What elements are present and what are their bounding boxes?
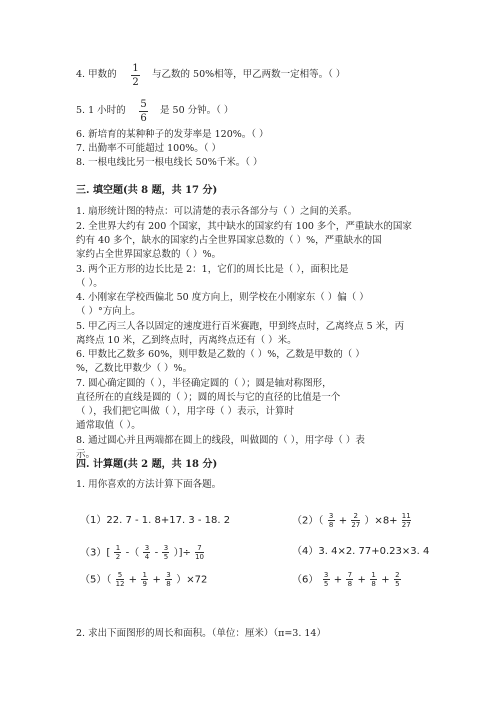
judge-q5: 5. 1 小时的 xyxy=(76,105,126,116)
fill-line: 直径所在的直线是圆的（ ）；圆的周长与它的直径的比值是一个 xyxy=(76,392,341,403)
fill-section-title: 三. 填空题(共 8 题，共 17 分) xyxy=(76,185,218,196)
calc-expr-6: （6） $\frac{3}{5}$ + $\frac{7}{8}$ + $\frac{1}{8}$ + $\frac{2}{5}$ xyxy=(292,571,400,588)
fraction-denominator: 6 xyxy=(140,113,147,124)
fill-line: 约有 40 多个，缺水的国家约占全世界国家总数的（ ）%，严重缺水的国 xyxy=(76,235,382,246)
judge-q4-pre: 4. 甲数的 xyxy=(76,69,117,80)
calc-q2-prompt: 2. 求出下面图形的周长和面积。（单位：厘米）（π=3. 14） xyxy=(76,628,326,639)
fill-line: 5. 甲乙丙三人各以固定的速度进行百米赛跑，甲到终点时，乙离终点 5 米，丙 xyxy=(76,321,405,332)
fill-line: 离终点 10 米，乙到终点时，丙离终点还有（ ）米。 xyxy=(76,335,297,346)
fill-line: 7. 圆心确定圆的（ ），半径确定圆的（ ）；圆是轴对称图形， xyxy=(76,378,332,389)
fill-line: 3. 两个正方形的边长比是 2：1，它们的周长比是（ ），面积比是 xyxy=(76,264,349,275)
judge-q8: 8. 一根电线比另一根电线长 50%千米。（ ） xyxy=(76,157,263,168)
fraction-numerator: 1 xyxy=(132,63,139,74)
judge-q4-post: 与乙数的 50%相等，甲乙两数一定相等。（ ） xyxy=(152,69,346,80)
fill-line: 家约占全世界国家总数的（ ）%。 xyxy=(76,249,222,260)
fill-line: 2. 全世界大约有 200 个国家，其中缺水的国家约有 100 多个，严重缺水的国家 xyxy=(76,221,412,232)
judge-q5-post: 是 50 分钟。（ ） xyxy=(160,105,234,116)
fill-line: 1. 扇形统计图的特点：可以清楚的表示各部分与（ ）之间的关系。 xyxy=(76,206,358,217)
judge-q7: 7. 出勤率不可能超过 100%。（ ） xyxy=(76,143,222,154)
fill-line: 示。 xyxy=(76,449,96,460)
judge-q6: 6. 新培育的某种种子的发芽率是 120%。（ ） xyxy=(76,129,269,140)
fill-line: 通常取值（ ）。 xyxy=(76,420,141,431)
calc-expr-1: （1）22. 7 - 1. 8+17. 3 - 18. 2 xyxy=(80,515,231,526)
judge-q4-fraction xyxy=(131,63,140,88)
fill-line: 6. 甲数比乙数多 60%，则甲数是乙数的（ ）%，乙数是甲数的（ ） xyxy=(76,349,365,360)
fill-line: 4. 小刚家在学校西偏北 50 度方向上，则学校在小刚家东（ ）偏（ ） xyxy=(76,292,369,303)
fraction-numerator: 5 xyxy=(140,99,147,110)
calc-expr-4: （4）3. 4×2. 77+0.23×3. 4 xyxy=(292,546,430,557)
calc-q1-prompt: 1. 用你喜欢的方法计算下面各题。 xyxy=(76,479,222,490)
calc-expr-2: （2）（ $\frac{3}{8}$ + $\frac{2}{27}$ ）×8+ $\frac{11}{27}$ xyxy=(292,512,411,529)
fraction-denominator: 2 xyxy=(132,77,139,88)
fill-line: %，乙数比甲数少（ ）%。 xyxy=(76,363,193,374)
judge-q5-fraction xyxy=(139,99,148,124)
fill-line: 8. 通过圆心并且两端都在圆上的线段，叫做圆的（ ），用字母（ ）表 xyxy=(76,435,365,446)
fill-line: （ ）。 xyxy=(76,278,103,289)
fill-line: （ ）°方向上。 xyxy=(76,306,141,317)
fill-line: （ ），我们把它叫做（ ），用字母（ ）表示，计算时 xyxy=(76,406,295,417)
calc-section-title: 四. 计算题(共 2 题，共 18 分) xyxy=(76,459,218,470)
judge-q4 xyxy=(76,68,117,81)
calc-expr-5: （5）（ $\frac{5}{12}$ + $\frac{1}{9}$ + $\frac{3}{8}$ ）×72 xyxy=(80,571,208,588)
calc-expr-3: （3）[ $\frac{1}{2}$ -（ $\frac{3}{4}$ - $\frac{3}{5}$ ）]÷ $\frac{7}{10}$ xyxy=(80,544,204,561)
